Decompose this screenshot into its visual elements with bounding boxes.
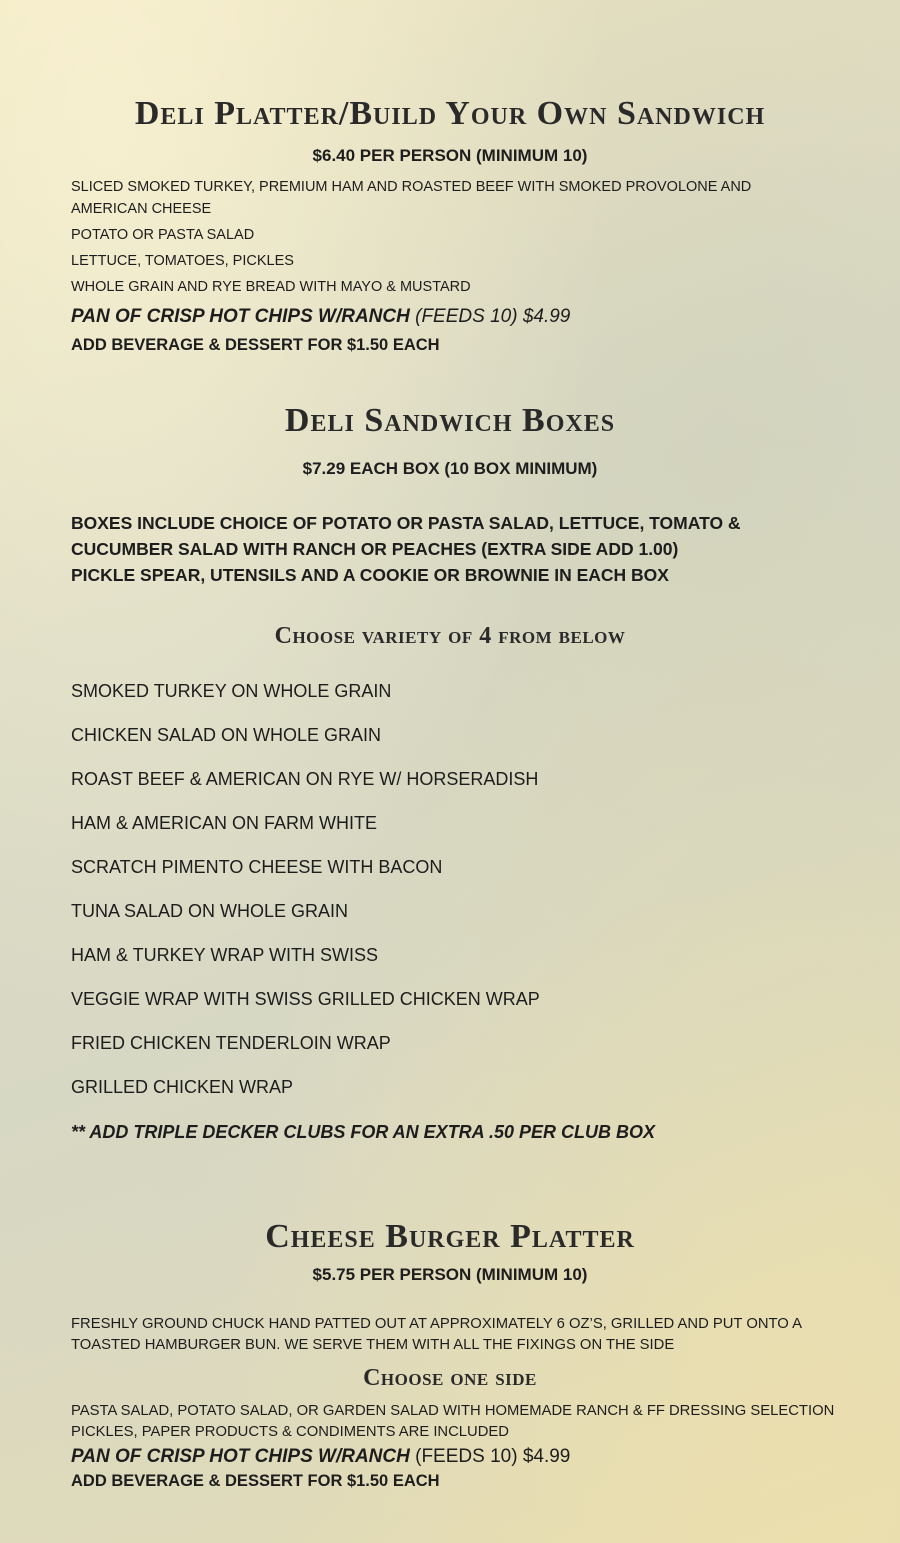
deli-platter-line: LETTUCE, TOMATOES, PICKLES [71, 253, 294, 269]
sandwich-boxes-desc: CUCUMBER SALAD WITH RANCH OR PEACHES (EXTRA SIDE ADD 1.00) [71, 539, 679, 559]
sandwich-boxes-price: $7.29 EACH BOX (10 BOX MINIMUM) [302, 459, 598, 478]
sandwich-boxes-desc: BOXES INCLUDE CHOICE OF POTATO OR PASTA SALAD, LETTUCE, TOMATO & [71, 513, 741, 533]
deli-platter-line: AMERICAN CHEESE [71, 201, 212, 217]
burger-platter-title: Cheese Burger Platter [265, 1218, 635, 1255]
deli-platter-title: Deli Platter/Build Your Own Sandwich [134, 95, 766, 132]
burger-platter-desc: TOASTED HAMBURGER BUN. WE SERVE THEM WITH ALL THE FIXINGS ON THE SIDE [71, 1337, 675, 1353]
sandwich-item: SMOKED TURKEY ON WHOLE GRAIN [71, 681, 392, 701]
sandwich-boxes-title: Deli Sandwich Boxes [284, 402, 616, 439]
sandwich-item: GRILLED CHICKEN WRAP [71, 1077, 294, 1097]
deli-platter-line: WHOLE GRAIN AND RYE BREAD WITH MAYO & MUSTARD [71, 279, 471, 295]
chips-label: PAN OF CRISP HOT CHIPS W/RANCH [71, 1446, 410, 1467]
sandwich-item: SCRATCH PIMENTO CHEESE WITH BACON [71, 857, 443, 877]
sandwich-item: TUNA SALAD ON WHOLE GRAIN [71, 901, 349, 921]
sandwich-item: HAM & TURKEY WRAP WITH SWISS [71, 945, 379, 965]
deli-platter-chips [71, 306, 570, 328]
sandwich-item: ROAST BEEF & AMERICAN ON RYE W/ HORSERADISH [71, 769, 539, 789]
choose-variety-heading: Choose variety of 4 from below [274, 623, 626, 649]
sandwich-item: CHICKEN SALAD ON WHOLE GRAIN [71, 725, 382, 745]
sandwich-item: HAM & AMERICAN ON FARM WHITE [71, 813, 378, 833]
choose-side-heading: Choose one side [363, 1365, 537, 1391]
sandwich-item: VEGGIE WRAP WITH SWISS GRILLED CHICKEN WRAP [71, 989, 540, 1009]
sandwich-item: FRIED CHICKEN TENDERLOIN WRAP [71, 1033, 391, 1053]
chips-price: (FEEDS 10) $4.99 [409, 306, 571, 327]
burger-platter-chips [71, 1446, 570, 1468]
deli-platter-price: $6.40 PER PERSON (MINIMUM 10) [312, 146, 588, 165]
sandwich-boxes-desc: PICKLE SPEAR, UTENSILS AND A COOKIE OR BROWNIE IN EACH BOX [71, 565, 669, 585]
chips-price: (FEEDS 10) $4.99 [409, 1446, 571, 1467]
burger-platter-desc: FRESHLY GROUND CHUCK HAND PATTED OUT AT APPROXIMATELY 6 OZ’S, GRILLED AND PUT ONTO A [71, 1316, 802, 1332]
burger-side-line: PASTA SALAD, POTATO SALAD, OR GARDEN SALAD WITH HOMEMADE RANCH & FF DRESSING SELECTION [71, 1403, 835, 1419]
deli-platter-addon: ADD BEVERAGE & DESSERT FOR $1.50 EACH [71, 336, 440, 354]
burger-side-line: PICKLES, PAPER PRODUCTS & CONDIMENTS ARE INCLUDED [71, 1424, 509, 1440]
burger-platter-price: $5.75 PER PERSON (MINIMUM 10) [312, 1265, 588, 1284]
club-note: ** ADD TRIPLE DECKER CLUBS FOR AN EXTRA .50 PER CLUB BOX [71, 1122, 656, 1142]
deli-platter-line: POTATO OR PASTA SALAD [71, 227, 255, 243]
deli-platter-line: SLICED SMOKED TURKEY, PREMIUM HAM AND ROASTED BEEF WITH SMOKED PROVOLONE AND [71, 179, 752, 195]
burger-platter-addon: ADD BEVERAGE & DESSERT FOR $1.50 EACH [71, 1472, 440, 1490]
chips-label: PAN OF CRISP HOT CHIPS W/RANCH [71, 306, 410, 327]
